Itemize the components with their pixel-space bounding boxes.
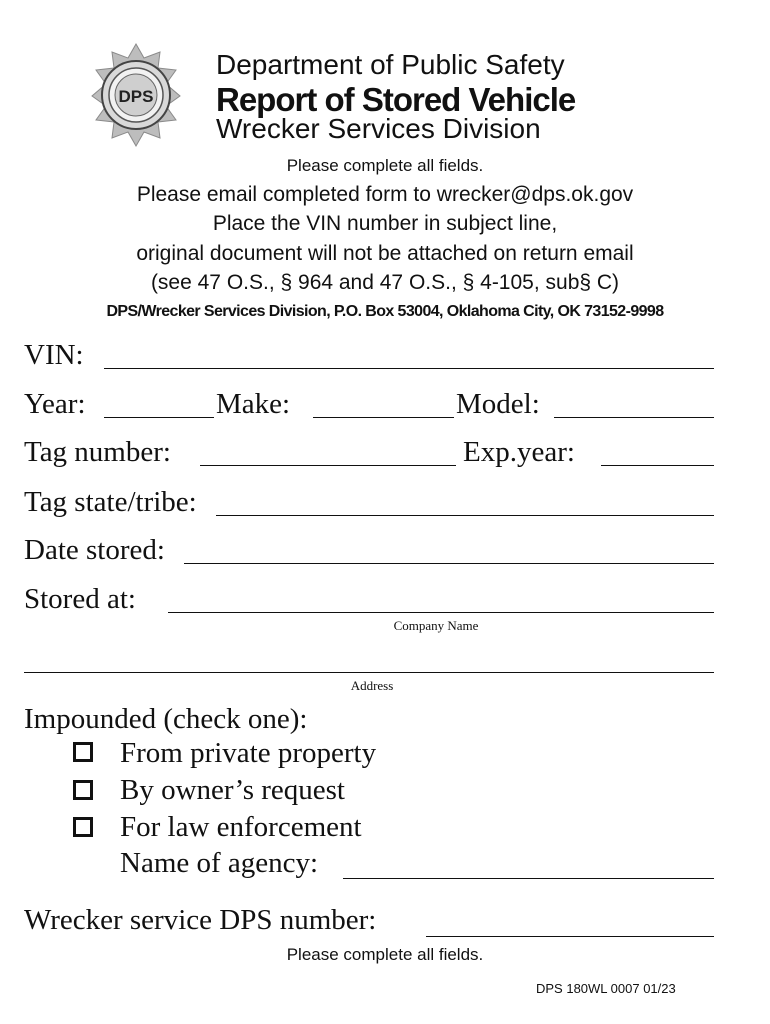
make-field[interactable]: [313, 417, 454, 418]
option-law-enforcement-label: For law enforcement: [120, 811, 362, 843]
instruction-statute: (see 47 O.S., § 964 and 47 O.S., § 4-105, sub§ C): [150, 271, 620, 294]
tag-state-field[interactable]: [216, 515, 714, 516]
year-label: Year:: [24, 388, 86, 420]
tag-number-label: Tag number:: [24, 436, 171, 468]
option-owner-request-label: By owner’s request: [120, 774, 345, 806]
vin-field[interactable]: [104, 368, 714, 369]
form-code: DPS 180WL 0007 01/23: [536, 981, 676, 996]
exp-year-field[interactable]: [601, 465, 714, 466]
make-label: Make:: [216, 388, 291, 420]
year-field[interactable]: [104, 417, 214, 418]
model-label: Model:: [456, 388, 540, 420]
footer-reminder: Please complete all fields.: [286, 945, 484, 964]
exp-year-label: Exp.year:: [463, 436, 575, 468]
tag-number-field[interactable]: [200, 465, 456, 466]
stored-at-label: Stored at:: [24, 583, 136, 615]
instruction-vin-subject: Place the VIN number in subject line,: [212, 212, 558, 235]
agency-name-field[interactable]: [343, 878, 714, 879]
address-caption: Address: [350, 678, 394, 693]
mailing-address: DPS/Wrecker Services Division, P.O. Box 53004, Oklahoma City, OK 73152-9998: [106, 303, 664, 320]
dps-number-label: Wrecker service DPS number:: [24, 904, 377, 936]
dps-seal: [88, 40, 184, 150]
option-private-property-label: From private property: [120, 737, 377, 769]
date-stored-label: Date stored:: [24, 534, 165, 566]
seal-text: DPS: [118, 87, 154, 106]
address-field[interactable]: [24, 672, 714, 673]
agency-name: Department of Public Safety: [216, 49, 565, 80]
vin-label: VIN:: [24, 339, 84, 371]
checkbox-law-enforcement[interactable]: [73, 817, 93, 837]
company-name-caption: Company Name: [393, 618, 479, 633]
date-stored-field[interactable]: [184, 563, 714, 564]
seal-icon: [88, 40, 184, 150]
tag-state-label: Tag state/tribe:: [24, 486, 197, 518]
model-field[interactable]: [554, 417, 714, 418]
impounded-heading: Impounded (check one):: [24, 703, 308, 735]
agency-name-label: Name of agency:: [120, 847, 319, 879]
company-name-field[interactable]: [168, 612, 714, 613]
dps-number-field[interactable]: [426, 936, 714, 937]
instruction-complete: Please complete all fields.: [286, 156, 484, 175]
page-title: Report of Stored Vehicle: [216, 81, 576, 118]
checkbox-owner-request[interactable]: [73, 780, 93, 800]
division-name: Wrecker Services Division: [216, 113, 541, 144]
instruction-attachment: original document will not be attached on return email: [136, 242, 634, 265]
instruction-email: Please email completed form to wrecker@dps.ok.gov: [136, 183, 634, 206]
checkbox-private-property[interactable]: [73, 742, 93, 762]
